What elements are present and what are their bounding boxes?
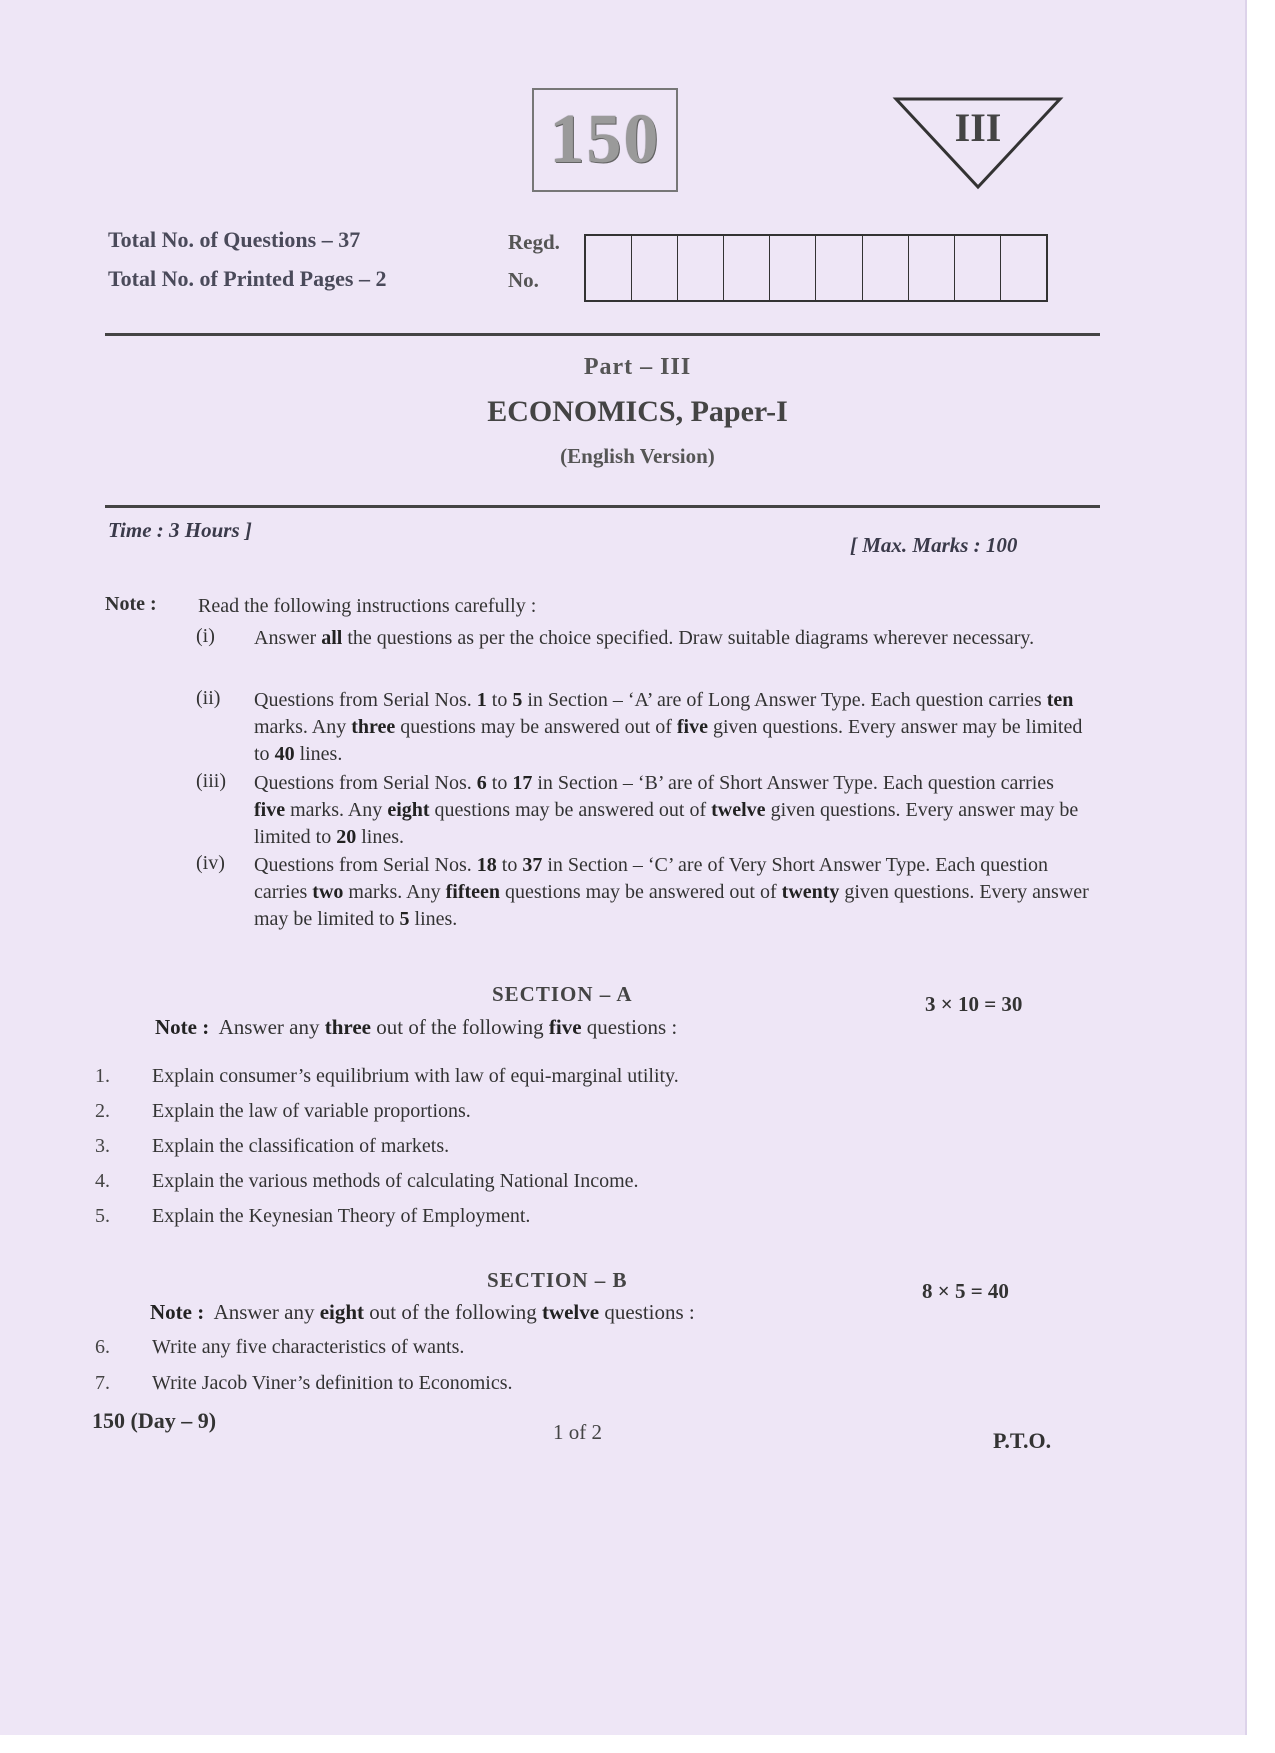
question-number: 2. bbox=[95, 1100, 110, 1122]
question-number: 1. bbox=[95, 1065, 110, 1087]
note-label: Note : bbox=[105, 593, 157, 615]
footer-paper-code: 150 (Day – 9) bbox=[92, 1408, 217, 1433]
pto-label: P.T.O. bbox=[993, 1428, 1052, 1453]
title-divider bbox=[105, 505, 1100, 508]
version-label: (English Version) bbox=[560, 444, 715, 468]
question-text: Explain consumer’s equilibrium with law of equi-marginal utility. bbox=[152, 1065, 679, 1087]
instruction-text: Questions from Serial Nos. 1 to 5 in Section – ‘A’ are of Long Answer Type. Each question carries ten marks. Any three questions may be answered out of five given questions. Every answer may be limited to 40 lines. bbox=[254, 689, 1083, 765]
max-marks: [ Max. Marks : 100 bbox=[850, 533, 1018, 557]
question-number: 5. bbox=[95, 1205, 110, 1227]
section-b-marks: 8 × 5 = 40 bbox=[922, 1279, 1009, 1303]
section-a-note: Note : Answer any three out of the following five questions : bbox=[155, 1015, 678, 1039]
question-text: Explain the classification of markets. bbox=[152, 1135, 450, 1157]
instruction-number: (ii) bbox=[196, 687, 221, 709]
regd-digit-box[interactable] bbox=[955, 236, 1001, 300]
regd-digit-box[interactable] bbox=[863, 236, 909, 300]
regd-no-label: No. bbox=[508, 268, 539, 292]
regd-digit-box[interactable] bbox=[816, 236, 862, 300]
regd-digit-box[interactable] bbox=[770, 236, 816, 300]
instruction-text: Questions from Serial Nos. 6 to 17 in Section – ‘B’ are of Short Answer Type. Each question carries five marks. Any eight questions may be answered out of twelve given questions. Every answer may be limited to 20 lines. bbox=[254, 772, 1079, 848]
paper-code: 150 bbox=[549, 101, 661, 178]
question-number: 3. bbox=[95, 1135, 110, 1157]
total-questions: Total No. of Questions – 37 bbox=[108, 227, 361, 252]
question-number: 7. bbox=[95, 1372, 110, 1394]
instruction-number: (iii) bbox=[196, 770, 226, 792]
question-number: 4. bbox=[95, 1170, 110, 1192]
instruction-text: Questions from Serial Nos. 18 to 37 in Section – ‘C’ are of Very Short Answer Type. Each question carries two marks. Any fifteen questions may be answered out of twenty given questions. Every answer may be limited to 5 lines. bbox=[254, 854, 1089, 930]
part-heading: Part – III bbox=[583, 354, 692, 380]
question-text: Write any five characteristics of wants. bbox=[152, 1336, 465, 1358]
time-allowed: Time : 3 Hours ] bbox=[108, 518, 252, 542]
top-divider bbox=[105, 333, 1100, 336]
regd-digit-box[interactable] bbox=[678, 236, 724, 300]
page-number: 1 of 2 bbox=[553, 1420, 602, 1444]
part-badge: III bbox=[954, 105, 1002, 150]
section-a-marks: 3 × 10 = 30 bbox=[925, 992, 1023, 1016]
registration-number-boxes[interactable] bbox=[584, 234, 1048, 302]
section-b-title: SECTION – B bbox=[487, 1268, 628, 1292]
regd-digit-box[interactable] bbox=[724, 236, 770, 300]
instruction-text: Answer all the questions as per the choice specified. Draw suitable diagrams wherever necessary. bbox=[254, 627, 1035, 649]
regd-digit-box[interactable] bbox=[909, 236, 955, 300]
question-text: Explain the Keynesian Theory of Employment. bbox=[152, 1205, 531, 1227]
instruction-number: (i) bbox=[196, 625, 215, 647]
question-text: Explain the law of variable proportions. bbox=[152, 1100, 471, 1122]
total-pages: Total No. of Printed Pages – 2 bbox=[108, 266, 387, 291]
regd-digit-box[interactable] bbox=[632, 236, 678, 300]
instruction-number: (iv) bbox=[196, 852, 225, 874]
paper-code-box bbox=[532, 88, 678, 192]
note-intro: Read the following instructions carefully : bbox=[198, 595, 537, 617]
regd-digit-box[interactable] bbox=[1001, 236, 1046, 300]
subject-title: ECONOMICS, Paper-I bbox=[487, 395, 788, 428]
section-a-title: SECTION – A bbox=[492, 982, 633, 1006]
question-text: Explain the various methods of calculating National Income. bbox=[152, 1170, 639, 1192]
question-text: Write Jacob Viner’s definition to Economics. bbox=[152, 1372, 513, 1394]
regd-digit-box[interactable] bbox=[586, 236, 632, 300]
question-number: 6. bbox=[95, 1336, 110, 1358]
regd-label: Regd. bbox=[508, 230, 560, 254]
section-b-note: Note : Answer any eight out of the following twelve questions : bbox=[150, 1300, 695, 1324]
